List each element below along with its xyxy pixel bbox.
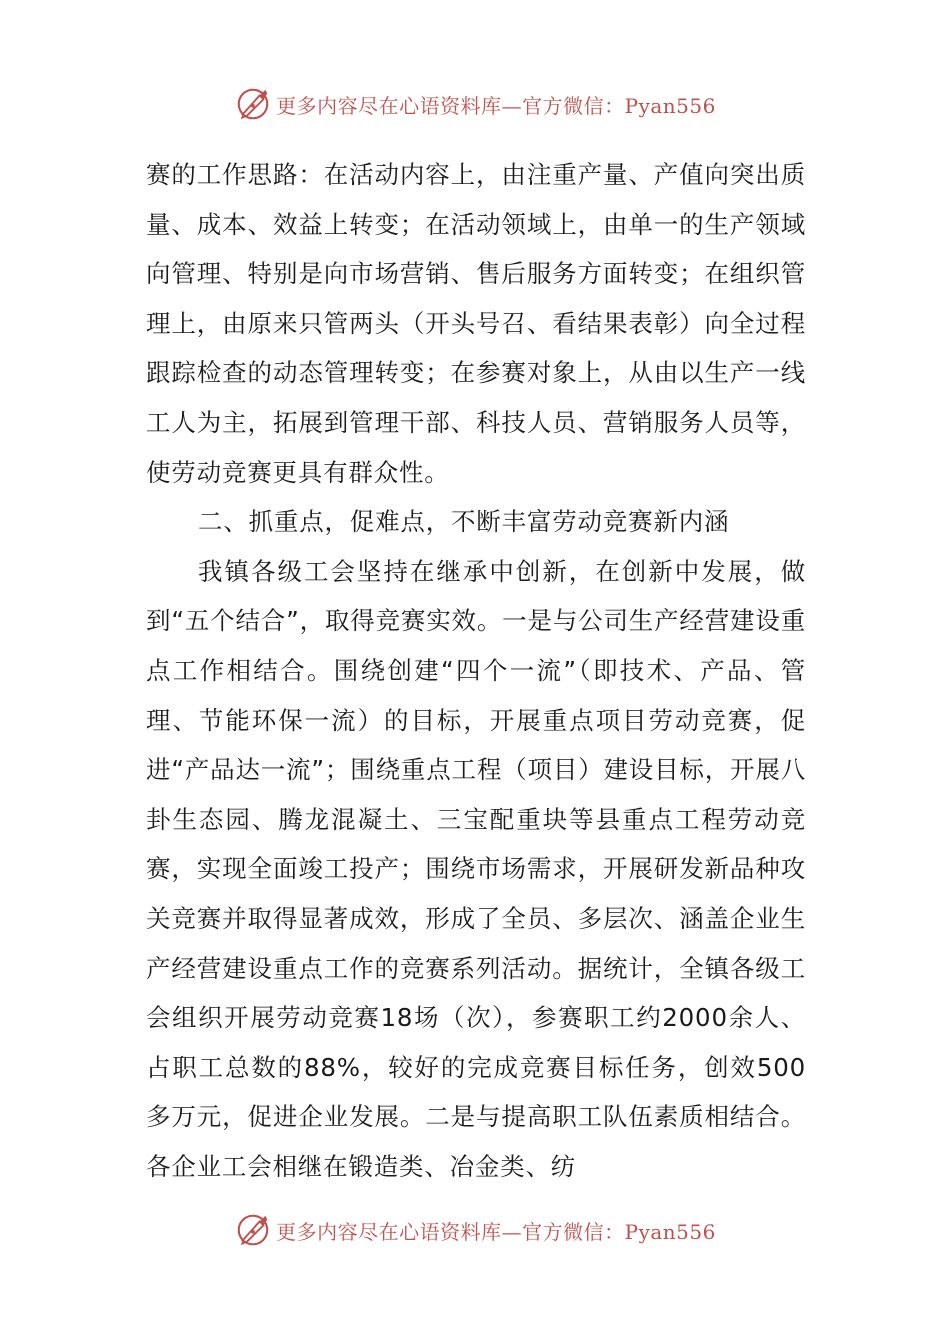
header-banner [0,84,950,124]
footer-banner-text: 更多内容尽在心语资料库—官方微信：Pyan556 [276,1219,716,1244]
footer-banner [0,1210,950,1250]
paragraph-work-approach: 赛的工作思路：在活动内容上，由注重产量、产值向突出质量、成本、效益上转变；在活动领域上，由单一的生产领域向管理、特别是向市场营销、售后服务方面转变；在组织管理上，由原来只管两头（开头号召、看结果表彰）向全过程跟踪检查的动态管理转变；在参赛对象上，从由以生产一线工人为主，拓展到管理干部、科技人员、营销服务人员等，使劳动竞赛更具有群众性。 [146,160,806,487]
pen-nib-logo-icon [234,85,272,123]
paragraph-five-combinations: 我镇各级工会坚持在继承中创新，在创新中发展，做到“五个结合”，取得竞赛实效。一是与公司生产经营建设重点工作相结合。围绕创建“四个一流”（即技术、产品、管理、节能环保一流）的目标，开展重点项目劳动竞赛，促进“产品达一流”；围绕重点工程（项目）建设目标，开展八卦生态园、腾龙混凝土、三宝配重块等县重点工程劳动竞赛，实现全面竣工投产；围绕市场需求，开展研发新品种攻关竞赛并取得显著成效，形成了全员、多层次、涵盖企业生产经营建设重点工作的竞赛系列活动。据统计，全镇各级工会组织开展劳动竞赛18场（次），参赛职工约2000余人、占职工总数的88%，较好的完成竞赛目标任务，创效500多万元，促进企业发展。二是与提高职工队伍素质相结合。各企业工会相继在锻造类、冶金类、纺 [146,556,806,1181]
header-banner-text: 更多内容尽在心语资料库—官方微信：Pyan556 [276,93,716,118]
pen-nib-logo-icon [234,1211,272,1249]
document-body [146,150,806,1191]
section-heading: 二、抓重点，促难点，不断丰富劳动竞赛新内涵 [198,507,730,537]
